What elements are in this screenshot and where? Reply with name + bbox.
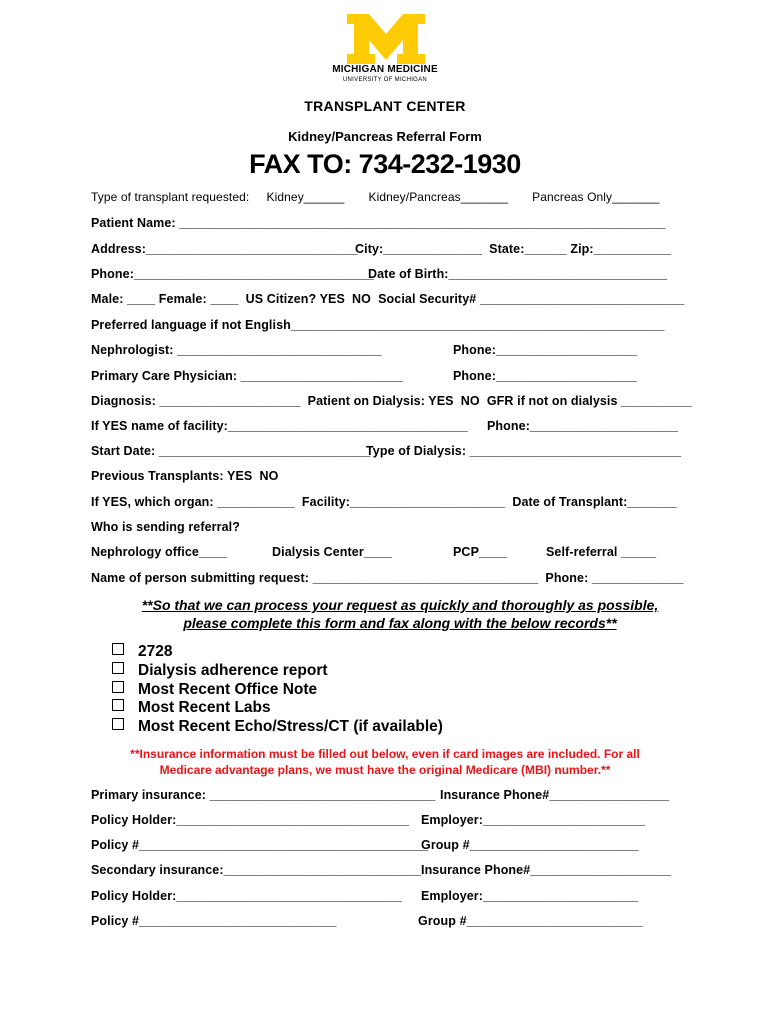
pcp-field[interactable]: Primary Care Physician: _______________________ (91, 369, 403, 383)
primary-insurance-phone-field[interactable]: Insurance Phone#_________________ (440, 788, 670, 802)
checkbox[interactable] (112, 662, 124, 674)
form-title: Kidney/Pancreas Referral Form (288, 129, 482, 144)
policy-number-field[interactable]: Policy #_________________________________________ (91, 838, 429, 852)
sender-dialysis-center[interactable]: Dialysis Center____ (272, 545, 393, 559)
records-notice-line2: please complete this form and fax along with the below records** (183, 615, 617, 631)
who-sending-label: Who is sending referral? (91, 520, 240, 534)
org-subtitle: UNIVERSITY OF MICHIGAN (342, 77, 428, 83)
secondary-insurance-phone-field[interactable]: Insurance Phone#____________________ (421, 863, 672, 877)
address-field[interactable]: Address:______________________________ (91, 242, 358, 256)
demographics-field[interactable]: Male: ____ Female: ____ US Citizen? YES NO Social Security# _____________________________ (91, 292, 685, 306)
records-notice-line1: **So that we can process your request as quickly and thoroughly as possible, (141, 597, 659, 613)
record-item[interactable]: Most Recent Echo/Stress/CT (if available) (112, 718, 443, 736)
insurance-notice-line2: Medicare advantage plans, we must have the original Medicare (MBI) number.** (159, 763, 611, 777)
dob-field[interactable]: Date of Birth:_______________________________ (368, 267, 668, 281)
start-date-field[interactable]: Start Date: ______________________________ (91, 444, 371, 458)
group-number-field[interactable]: Group #________________________ (421, 838, 639, 852)
sender-pcp[interactable]: PCP____ (453, 545, 508, 559)
nephrologist-field[interactable]: Nephrologist: _____________________________ (91, 343, 382, 357)
record-item[interactable]: Dialysis adherence report (112, 662, 328, 680)
secondary-policy-holder-field[interactable]: Policy Holder:________________________________ (91, 889, 403, 903)
organ-field[interactable]: If YES, which organ: ___________ Facility:______________________ Date of Transplant:_______ (91, 495, 677, 509)
fax-number: FAX TO: 734-232-1930 (249, 149, 521, 179)
employer-field[interactable]: Employer:_______________________ (421, 813, 646, 827)
language-field[interactable]: Preferred language if not English_____________________________________________________ (91, 318, 665, 332)
org-name: MICHIGAN MEDICINE (332, 64, 438, 75)
facility-field[interactable]: If YES name of facility:__________________________________ (91, 419, 468, 433)
dialysis-type-field[interactable]: Type of Dialysis: ______________________________ (366, 444, 682, 458)
sender-nephrology[interactable]: Nephrology office____ (91, 545, 228, 559)
record-item[interactable]: Most Recent Office Note (112, 681, 317, 699)
previous-transplants-field[interactable]: Previous Transplants: YES NO (91, 469, 279, 483)
submitter-field[interactable]: Name of person submitting request: ________________________________ Phone: _____________ (91, 571, 684, 585)
sender-self-referral[interactable]: Self-referral _____ (546, 545, 657, 559)
center-name: TRANSPLANT CENTER (304, 98, 466, 114)
michigan-block-m-logo (347, 14, 425, 64)
record-item[interactable]: Most Recent Labs (112, 699, 271, 717)
patient-name-field[interactable]: Patient Name: _____________________________________________________________________ (91, 216, 666, 230)
facility-phone-field[interactable]: Phone:_____________________ (487, 419, 679, 433)
pcp-phone-field[interactable]: Phone:____________________ (453, 369, 637, 383)
checkbox[interactable] (112, 643, 124, 655)
record-item[interactable]: 2728 (112, 643, 172, 661)
secondary-policy-number-field[interactable]: Policy #____________________________ (91, 914, 337, 928)
checkbox[interactable] (112, 699, 124, 711)
diagnosis-field[interactable]: Diagnosis: ____________________ Patient on Dialysis: YES NO GFR if not on dialysis __________ (91, 394, 692, 408)
policy-holder-field[interactable]: Policy Holder:_________________________________ (91, 813, 410, 827)
checkbox[interactable] (112, 681, 124, 693)
secondary-insurance-field[interactable]: Secondary insurance:____________________________ (91, 863, 422, 877)
phone-field[interactable]: Phone:__________________________________ (91, 267, 374, 281)
city-state-zip-field[interactable]: City:______________ State:______ Zip:___________ (355, 242, 672, 256)
transplant-type-field[interactable]: Type of transplant requested: Kidney______ Kidney/Pancreas_______ Pancreas Only_______ (91, 190, 660, 204)
primary-insurance-field[interactable]: Primary insurance: ________________________________ (91, 788, 436, 802)
nephrologist-phone-field[interactable]: Phone:____________________ (453, 343, 637, 357)
checkbox[interactable] (112, 718, 124, 730)
insurance-notice-line1: **Insurance information must be filled out below, even if card images are included. For all (130, 747, 640, 761)
secondary-group-number-field[interactable]: Group #_________________________ (418, 914, 643, 928)
secondary-employer-field[interactable]: Employer:______________________ (421, 889, 639, 903)
